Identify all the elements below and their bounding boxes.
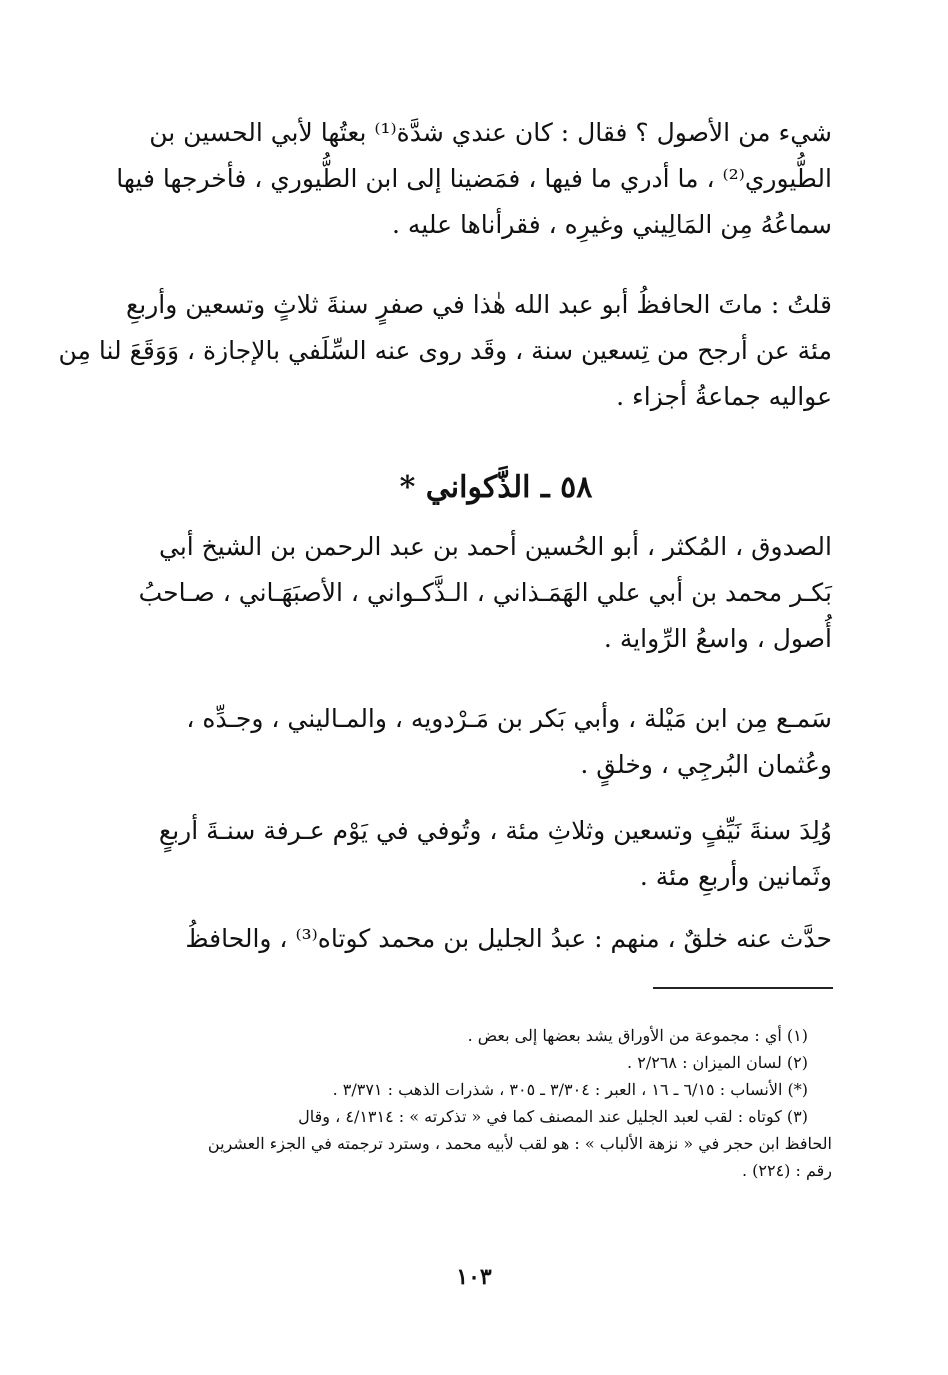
footnote-line: الحافظ ابن حجر في « نزهة الألباب » : هو لقب لأبيه محمد ، وسترد ترجمته في الجزء العشرين — [207, 1134, 832, 1153]
text-line: عواليه جماعةُ أجزاء . — [616, 382, 832, 411]
footnotes — [160, 1022, 832, 1184]
footnote-line: رقم : (٢٢٤) . — [741, 1161, 832, 1180]
text-line: وُلِدَ سنةَ نَيِّفٍ وتسعين وثلاثِ مئة ، وتُوفي في يَوْم عـرفة سنـةَ أربعٍ — [158, 816, 832, 845]
text-line: قلتُ : ماتَ الحافظُ أبو عبد الله هٰذا في صفرٍ سنةَ ثلاثٍ وتسعين وأربعِ — [125, 290, 832, 319]
text-line: الطُّيوري⁽²⁾ ، ما أدري ما فيها ، فمَضينا إلى ابن الطُّيوري ، فأخرجها فيها — [116, 164, 832, 193]
footnote-line: (٣) كوتاه : لقب لعبد الجليل عند المصنف كما في « تذكرته » : ٤/١٣١٤ ، وقال — [298, 1107, 808, 1126]
footnote-divider — [653, 987, 833, 989]
text-line: أُصول ، واسعُ الرِّواية . — [603, 624, 832, 653]
text-line: وعُثمان البُرجِي ، وخلقٍ . — [580, 750, 832, 779]
section-heading: ٥٨ ـ الذَّكواني * — [399, 470, 593, 505]
text-line: وثَمانين وأربعِ مئة . — [639, 862, 832, 891]
paragraph-3 — [138, 524, 832, 662]
footnote-line: (٢) لسان الميزان : ٢/٢٦٨ . — [627, 1053, 808, 1072]
paragraph-5 — [160, 808, 832, 900]
text-line: مئة عن أرجح من تِسعين سنة ، وقَد روى عنه السِّلَفي بالإجازة ، وَوَقَعَ لنا مِن — [58, 336, 832, 365]
paragraph-1 — [116, 110, 832, 248]
paragraph-2 — [58, 282, 832, 420]
text-line: بَكـر محمد بن أبي علي الهَمَـذاني ، الـذَّكـواني ، الأصبَهَـاني ، صـاحبُ — [138, 578, 832, 607]
footnote-line: (*) الأنساب : ٦/١٥ ـ ١٦ ، العبر : ٣/٣٠٤ ـ ٣٠٥ ، شذرات الذهب : ٣/٣٧١ . — [332, 1080, 808, 1099]
footnote-line: (١) أي : مجموعة من الأوراق يشد بعضها إلى بعض . — [467, 1026, 808, 1045]
text-line: شيء من الأصول ؟ فقال : كان عندي شدَّة⁽¹⁾ بعتُها لأبي الحسين بن — [149, 118, 832, 147]
page-number: ١٠٣ — [456, 1264, 492, 1290]
paragraph-6 — [160, 916, 832, 962]
text-line: سماعُهُ مِن المَالِيني وغيرِه ، فقرأناها عليه . — [391, 210, 832, 239]
text-line: الصدوق ، المُكثر ، أبو الحُسين أحمد بن عبد الرحمن بن الشيخ أبي — [158, 532, 832, 561]
paragraph-4 — [160, 696, 832, 788]
text-line: حدَّث عنه خلقٌ ، منهم : عبدُ الجليل بن محمد كوتاه⁽³⁾ ، والحافظُ — [185, 924, 832, 953]
text-line: سَمـع مِن ابن مَيْلة ، وأبي بَكر بن مَـرْدويه ، والمـاليني ، وجـدِّه ، — [186, 704, 832, 733]
